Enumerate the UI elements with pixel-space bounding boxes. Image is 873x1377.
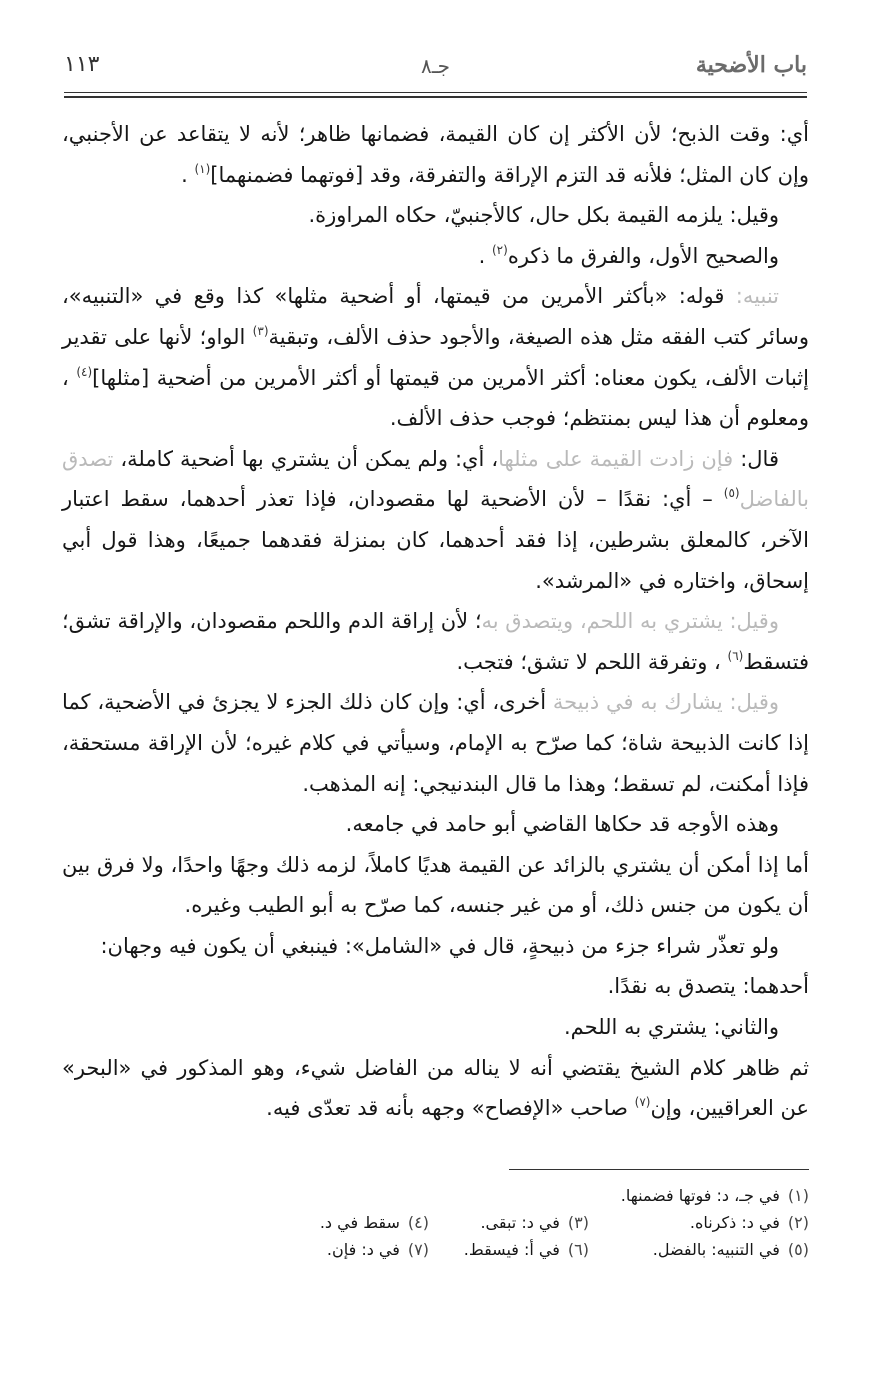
footnote-number: (٦)	[567, 1240, 589, 1259]
footnote-ref: (١)	[194, 161, 211, 176]
text-segment: – أي: نقدًا – لأن الأضحية لها مقصودان، فإذا تعذر أحدهما، سقط اعتبار الآخر، كالمعلق بشرطين، إذا فقد أحدهما، كان بمنزلة فقدهما جميعًا، وهذا قول أبي إسحاق، واختاره في «المرشد».	[62, 487, 809, 593]
text-segment: قال:	[733, 446, 779, 471]
text-segment: أخرى، أي: وإن كان ذلك الجزء لا يجزئ في الأضحية، كما إذا كانت الذبيحة شاة؛ كما صرّح به الإمام، وسيأتي في كلام غيره؛ لأن الإراقة مستحقة، فإذا أمكنت، لم تسقط؛ وهذا ما قال البندنيجي: إنه المذهب.	[62, 690, 809, 796]
text-segment: أما إذا أمكن أن يشتري بالزائد عن القيمة هديًا كاملاً، لزمه ذلك وجهًا واحدًا، ولا فرق بين أن يكون من جنس ذلك، أو من غير جنسه، كما صرّح به أبو الطيب وغيره.	[62, 852, 809, 918]
header-rule-thick	[64, 96, 807, 98]
footnote-item	[589, 1209, 809, 1236]
footnote-number: (٧)	[407, 1240, 429, 1259]
footnote-item	[229, 1236, 429, 1263]
text-segment: والثاني: يشتري به اللحم.	[564, 1015, 779, 1040]
footnote-separator	[509, 1169, 809, 1170]
quoted-matn-text: فإن زادت القيمة على مثلها	[498, 446, 734, 471]
header-rule-thin	[64, 92, 807, 93]
volume-number: جـ٨	[421, 54, 450, 78]
footnote-number: (٤)	[407, 1213, 429, 1232]
footnote-ref: (٦)	[727, 648, 744, 663]
footnote-item	[429, 1209, 589, 1236]
text-segment: .	[181, 162, 195, 187]
footnote-text: في د: تبقى.	[480, 1213, 560, 1232]
text-segment: قوله: «بأكثر الأمرين من قيمتها، أو أضحية مثلها» كذا وقع في «التنبيه»، وسائر كتب الفقه مثل هذه الصيغة، والأجود حذف الألف، وتبقية	[62, 284, 809, 349]
footnotes	[62, 1182, 809, 1263]
footnote-text: في د: فإن.	[326, 1240, 400, 1259]
footnote-ref: (٥)	[723, 486, 740, 501]
footnote-number: (١)	[787, 1186, 809, 1205]
footnote-text: في أ: فيسقط.	[463, 1240, 560, 1259]
paragraph	[62, 195, 809, 236]
paragraph	[62, 1048, 809, 1129]
text-segment: صاحب «الإفصاح» وجهه بأنه قد تعدّى فيه.	[266, 1096, 635, 1121]
paragraph	[62, 276, 809, 438]
quoted-matn-text: وقيل: يشارك به في ذبيحة	[552, 690, 779, 715]
paragraph	[62, 236, 809, 277]
footnote-item	[589, 1182, 809, 1209]
footnote-text: في د: ذكرناه.	[689, 1213, 780, 1232]
quoted-matn-text: وقيل: يشتري به اللحم، ويتصدق به	[481, 609, 779, 634]
paragraph	[62, 845, 809, 926]
text-segment: وهذه الأوجه قد حكاها القاضي أبو حامد في جامعه.	[345, 812, 779, 837]
text-segment: الواو؛ لأنها على تقدير إثبات الألف، يكون معناه: أكثر الأمرين من قيمتها أو أكثر الأمرين من أضحية [مثلها]	[62, 324, 809, 390]
text-segment: ؛ لأن إراقة الدم واللحم مقصودان، والإراقة تشق؛ فتسقط	[62, 609, 809, 674]
footnote-line	[62, 1209, 809, 1236]
text-segment: ، وتفرقة اللحم لا تشق؛ فتجب.	[456, 649, 728, 674]
quoted-matn-text: تصدق بالفاضل	[62, 446, 809, 512]
text-segment: أي: وقت الذبح؛ لأن الأكثر إن كان القيمة، فضمانها ظاهر؛ لأنه لا يتقاعد عن الأجنبي، وإن كان المثل؛ فلأنه قد التزم الإراقة والتفرقة، وقد [فوتهما فضمنهما]	[62, 122, 809, 187]
quoted-matn-text: تنبيه:	[724, 284, 779, 309]
footnote-number: (٥)	[787, 1240, 809, 1259]
text-segment: والصحيح الأول، والفرق ما ذكره	[507, 243, 779, 268]
page-header	[64, 52, 807, 92]
paragraph	[62, 682, 809, 804]
footnote-number: (٢)	[787, 1213, 809, 1232]
paragraph	[62, 926, 809, 967]
page-number: ١١٣	[64, 52, 100, 77]
footnote-ref: (٧)	[634, 1095, 651, 1110]
text-segment: أحدهما: يتصدق به نقدًا.	[607, 974, 809, 999]
footnote-text: في التنبيه: بالفضل.	[652, 1240, 780, 1259]
paragraph	[62, 601, 809, 682]
text-segment: .	[478, 243, 492, 268]
text-segment: وقيل: يلزمه القيمة بكل حال، كالأجنبيّ، حكاه المراوزة.	[308, 203, 779, 228]
footnote-line	[62, 1236, 809, 1263]
text-segment: ، أي: ولم يمكن أن يشتري بها أضحية كاملة،	[113, 446, 499, 471]
paragraph	[62, 966, 809, 1007]
paragraph	[62, 439, 809, 601]
footnote-item	[229, 1209, 429, 1236]
running-title: باب الأضحية	[695, 52, 807, 78]
text-segment: ثم ظاهر كلام الشيخ يقتضي أنه لا يناله من الفاضل شيء، وهو المذكور في «البحر» عن العراقيين، وإن	[62, 1055, 809, 1121]
paragraph	[62, 114, 809, 195]
footnote-item	[429, 1236, 589, 1263]
footnote-ref: (٣)	[252, 323, 269, 338]
footnote-line	[62, 1182, 809, 1209]
main-text	[62, 114, 809, 1129]
text-segment: ولو تعذّر شراء جزء من ذبيحةٍ، قال في «الشامل»: فينبغي أن يكون فيه وجهان:	[100, 933, 779, 958]
paragraph	[62, 1007, 809, 1048]
footnote-ref: (٤)	[76, 364, 93, 379]
footnote-item	[589, 1236, 809, 1263]
footnote-ref: (٢)	[491, 242, 508, 257]
text-segment: ، ومعلوم أن هذا ليس بمنتظم؛ فوجب حذف الألف.	[62, 365, 809, 431]
paragraph	[62, 804, 809, 845]
footnote-number: (٣)	[567, 1213, 589, 1232]
footnote-text: في جـ، د: فوتها فضمنها.	[620, 1186, 780, 1205]
footnote-text: سقط في د.	[319, 1213, 400, 1232]
